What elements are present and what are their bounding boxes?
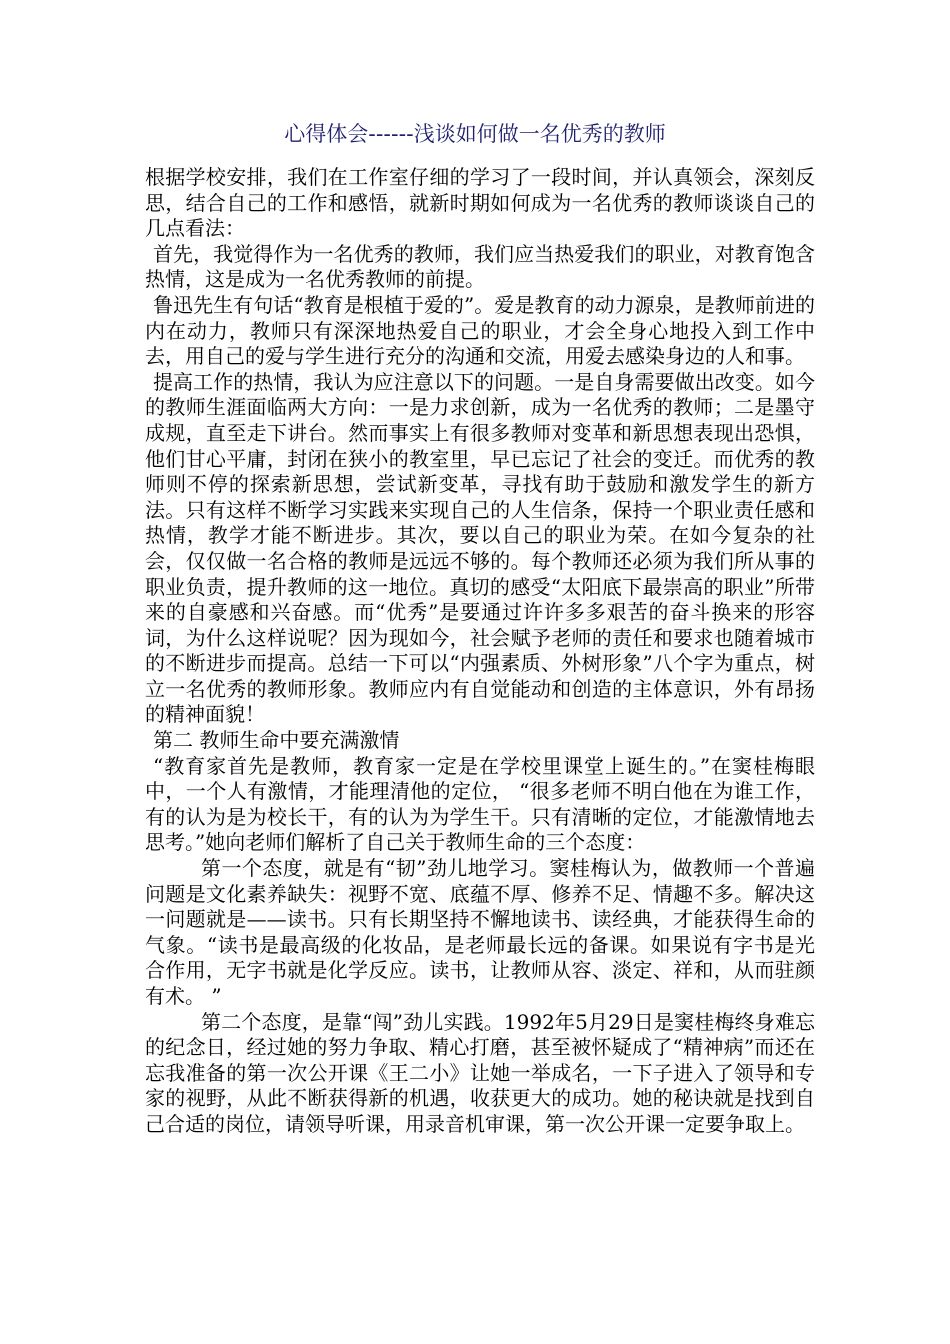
paragraph-intro: 根据学校安排，我们在工作室仔细的学习了一段时间，并认真领会，深刻反思，结合自己的工作和感悟，就新时期如何成为一名优秀的教师谈谈自己的几点看法： — [145, 165, 815, 241]
section-heading-second: 第二 教师生命中要充满激情 — [153, 728, 400, 753]
paragraph-second-attitude: 第二个态度，是靠“闯”劲儿实践。1992年5月29日是窦桂梅终身难忘的纪念日，经过她的努力争取、精心打磨，甚至被怀疑成了“精神病”而还在忘我准备的第一次公开课《王二小》让她一举成名，一下子进入了领导和专家的视野，从此不断获得新的机遇，收获更大的成功。她的秘诀就是找到自己合适的岗位，请领导听课，用录音机审课，第一次公开课一定要争取上。 — [145, 1009, 815, 1136]
paragraph-first-point: 首先，我觉得作为一名优秀的教师，我们应当热爱我们的职业，对教育饱含热情，这是成为一名优秀教师的前提。 — [145, 241, 815, 292]
document-title: 心得体会------浅谈如何做一名优秀的教师 — [284, 122, 666, 146]
paragraph-educator-passion: “教育家首先是教师，教育家一定是在学校里课堂上诞生的。”在窦桂梅眼中，一个人有激情，才能理清他的定位， “很多老师不明白他在为谁工作，有的认为是为校长干，有的认为为学生干。只有清晰的定位，才能激情地去思考。”她向老师们解析了自己关于教师生命的三个态度： — [145, 753, 815, 855]
paragraph-first-attitude: 第一个态度，就是有“韧”劲儿地学习。窦桂梅认为，做教师一个普遍问题是文化素养缺失：视野不宽、底蕴不厚、修养不足、情趣不多。解决这一问题就是——读书。只有长期坚持不懈地读书、读经典，才能获得生命的气象。“读书是最高级的化妆品，是老师最长远的备课。如果说有字书是光合作用，无字书就是化学反应。读书，让教师从容、淡定、祥和，从而驻颜有术。 ” — [145, 856, 815, 1008]
paragraph-lu-xun-quote: 鲁迅先生有句话“教育是根植于爱的”。爱是教育的动力源泉，是教师前进的内在动力，教师只有深深地热爱自己的职业，才会全身心地投入到工作中去，用自己的爱与学生进行充分的沟通和交流，用爱去感染身边的人和事。 — [145, 292, 815, 369]
paragraph-work-enthusiasm: 提高工作的热情，我认为应注意以下的问题。一是自身需要做出改变。如今的教师生涯面临两大方向：一是力求创新，成为一名优秀的教师；二是墨守成规，直至走下讲台。然而事实上有很多教师对变革和新思想表现出恐惧，他们甘心平庸，封闭在狭小的教室里，早已忘记了社会的变迁。而优秀的教师则不停的探索新思想，尝试新变革，寻找有助于鼓励和激发学生的新方法。只有这样不断学习实践来实现自己的人生信条，保持一个职业责任感和热情，教学才能不断进步。其次，要以自己的职业为荣。在如今复杂的社会，仅仅做一名合格的教师是远远不够的。每个教师还必须为我们所从事的职业负责，提升教师的这一地位。真切的感受“太阳底下最崇高的职业”所带来的自豪感和兴奋感。而“优秀”是要通过许许多多艰苦的奋斗换来的形容词，为什么这样说呢？因为现如今，社会赋予老师的责任和要求也随着城市的不断进步而提高。总结一下可以“内强素质、外树形象”八个字为重点，树立一名优秀的教师形象。教师应内有自觉能动和创造的主体意识，外有昂扬的精神面貌！ — [145, 369, 815, 727]
document-body — [145, 165, 815, 1138]
